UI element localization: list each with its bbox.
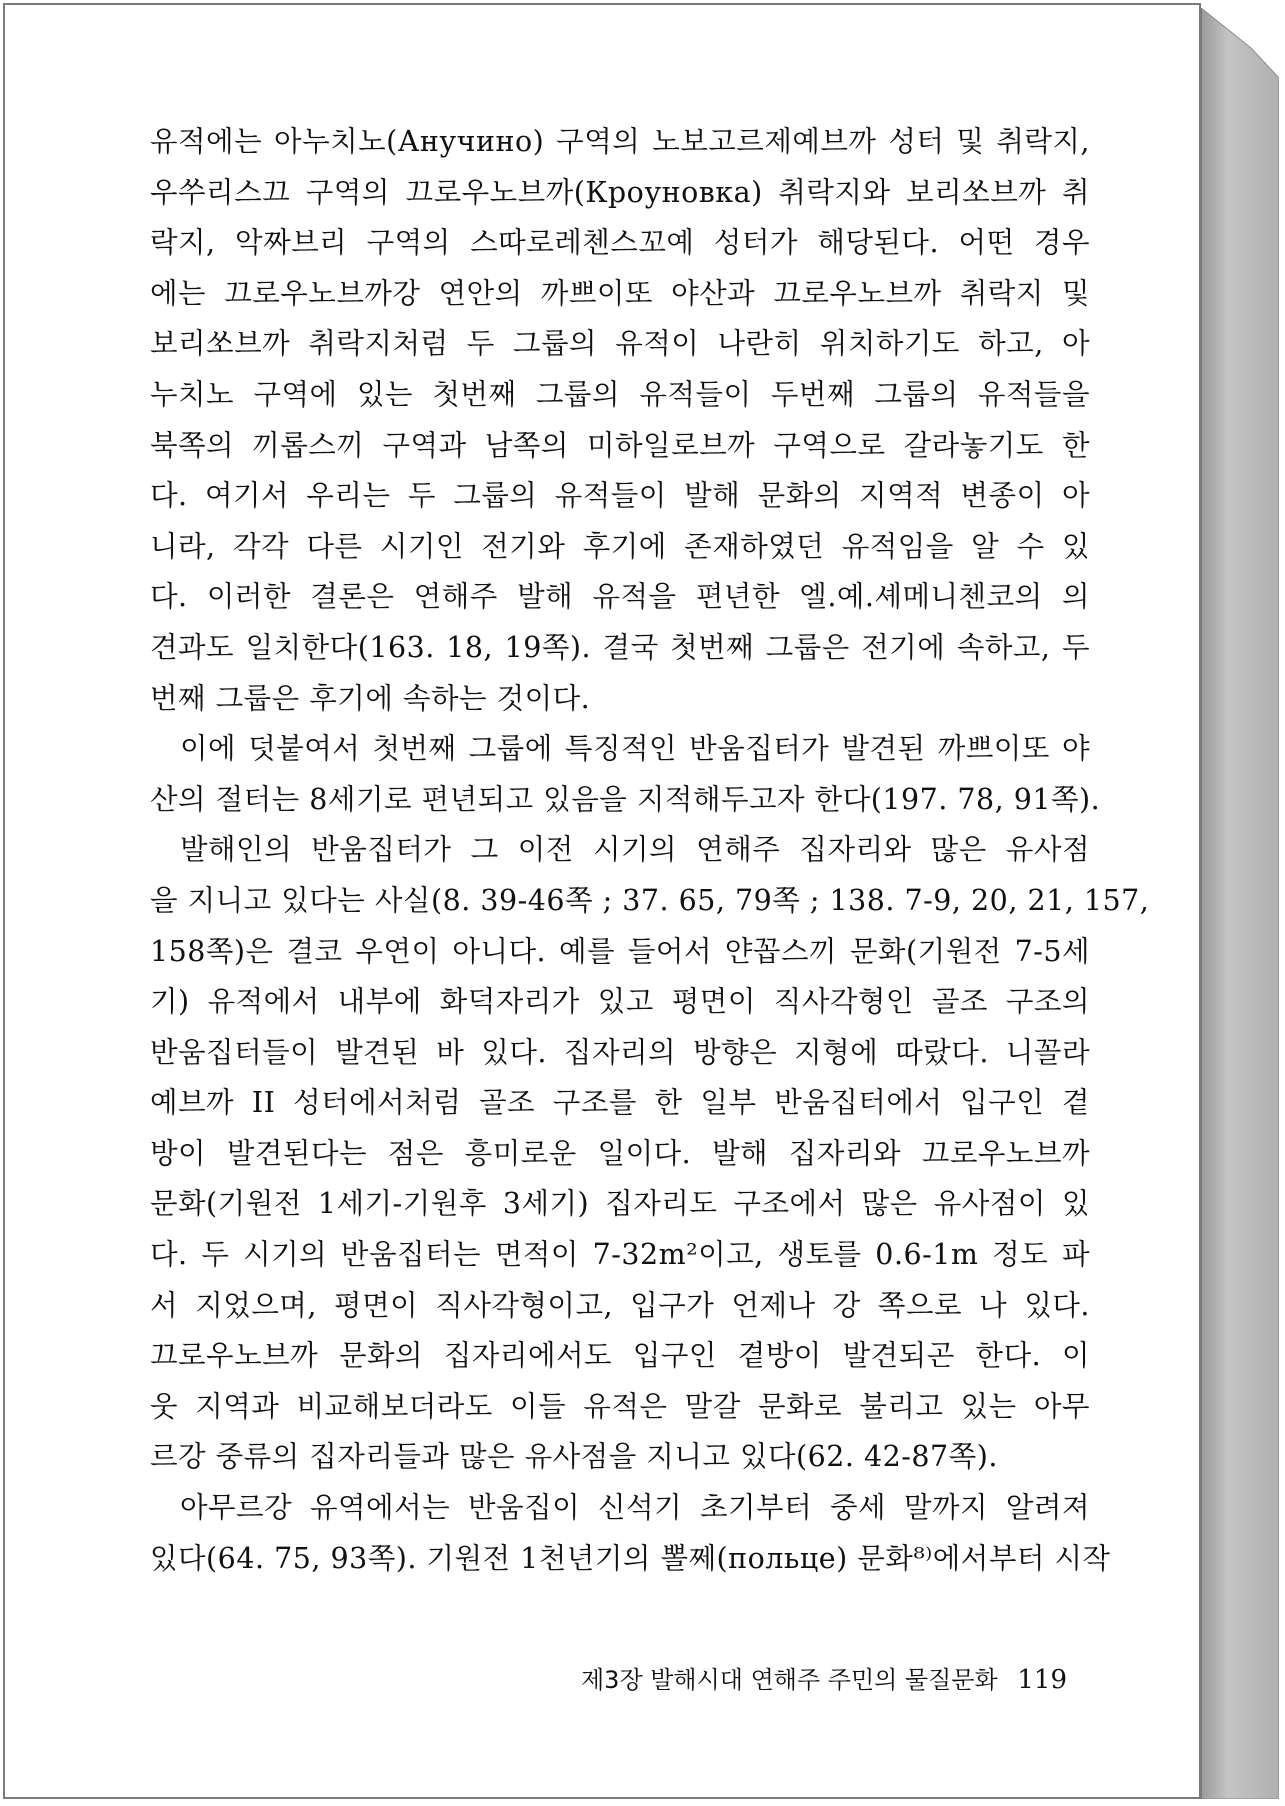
text-line: 끄로우노브까 문화의 집자리에서도 입구인 곁방이 발견되곤 한다. 이	[150, 1339, 1090, 1373]
text-line: 반움집터들이 발견된 바 있다. 집자리의 방향은 지형에 따랐다. 니꼴라	[150, 1035, 1090, 1069]
text-line: 문화(기원전 1세기-기원후 3세기) 집자리도 구조에서 많은 유사점이 있	[150, 1187, 1090, 1221]
text-line: 유적에는 아누치노(Анучино) 구역의 노보고르제예브까 성터 및 취락지,	[150, 125, 1090, 158]
page-stack-edge	[1201, 8, 1279, 1799]
text-line: 158쪽)은 결코 우연이 아니다. 예를 들어서 얀꼽스끼 문화(기원전 7-5세	[150, 934, 1090, 968]
paragraph-3	[150, 825, 1150, 1483]
text-line: 니라, 각각 다른 시기인 전기와 후기에 존재하였던 유적임을 알 수 있	[150, 529, 1090, 563]
text-line: 있다(64. 75, 93쪽). 기원전 1천년기의 뽈쩨(польце) 문화⁸⁾에서부터 시작	[150, 1541, 1111, 1575]
text-line: 예브까 II 성터에서처럼 골조 구조를 한 일부 반움집터에서 입구인 곁	[150, 1086, 1090, 1120]
text-line: 르강 중류의 집자리들과 많은 유사점을 지니고 있다(62. 42-87쪽).	[150, 1440, 998, 1474]
page-sheet	[3, 3, 1201, 1799]
text-line: 보리쏘브까 취락지처럼 두 그룹의 유적이 나란히 위치하기도 하고, 아	[150, 327, 1090, 361]
page-edge-shading	[1201, 8, 1279, 1799]
text-line: 방이 발견된다는 점은 흥미로운 일이다. 발해 집자리와 끄로우노브까	[150, 1136, 1090, 1170]
text-line: 에는 끄로우노브까강 연안의 까쁘이또 야산과 끄로우노브까 취락지 및	[150, 276, 1090, 310]
text-line: 웃 지역과 비교해보더라도 이들 유적은 말갈 문화로 불리고 있는 아무	[150, 1389, 1090, 1423]
text-line: 산의 절터는 8세기로 편년되고 있음을 지적해두고자 한다(197. 78, 91쪽).	[150, 782, 1101, 816]
text-line: 번째 그룹은 후기에 속하는 것이다.	[150, 681, 591, 715]
paragraph-2	[150, 724, 1101, 825]
page-number: 119	[1017, 1665, 1067, 1695]
text-line: 기) 유적에서 내부에 화덕자리가 있고 평면이 직사각형인 골조 구조의	[150, 985, 1090, 1019]
text-line: 다. 여기서 우리는 두 그룹의 유적들이 발해 문화의 지역적 변종이 아	[150, 479, 1090, 513]
text-line: 다. 이러한 결론은 연해주 발해 유적을 편년한 엘.예.셰메니첸코의 의	[150, 580, 1090, 614]
text-line: 북쪽의 끼롭스끼 구역과 남쪽의 미하일로브까 구역으로 갈라놓기도 한	[150, 428, 1090, 462]
text-line: 을 지니고 있다는 사실(8. 39-46쪽 ; 37. 65, 79쪽 ; 138. 7-9, 20, 21, 157,	[150, 883, 1150, 917]
text-line: 락지, 악짜브리 구역의 스따로레첸스꼬예 성터가 해당된다. 어떤 경우	[150, 226, 1090, 260]
text-line: 발해인의 반움집터가 그 이전 시기의 연해주 집자리와 많은 유사점	[180, 833, 1090, 867]
text-line: 이에 덧붙여서 첫번째 그룹에 특징적인 반움집터가 발견된 까쁘이또 야	[180, 732, 1090, 766]
text-line: 누치노 구역에 있는 첫번째 그룹의 유적들이 두번째 그룹의 유적들을	[150, 377, 1090, 411]
chapter-title: 제3장 발해시대 연해주 주민의 물질문화	[580, 1666, 998, 1694]
text-line: 우쑤리스끄 구역의 끄로우노브까(Кроуновка) 취락지와 보리쏘브까 취	[150, 175, 1090, 209]
paragraph-1	[150, 117, 1090, 724]
text-line: 다. 두 시기의 반움집터는 면적이 7-32m²이고, 생토를 0.6-1m 정도 파	[150, 1238, 1090, 1272]
text-line: 아무르강 유역에서는 반움집이 신석기 초기부터 중세 말까지 알려져	[180, 1491, 1090, 1525]
body-text	[150, 117, 1150, 1584]
text-line: 서 지었으며, 평면이 직사각형이고, 입구가 언제나 강 쪽으로 나 있다.	[150, 1288, 1090, 1322]
text-line: 견과도 일치한다(163. 18, 19쪽). 결국 첫번째 그룹은 전기에 속하고, 두	[150, 630, 1090, 664]
paragraph-4	[150, 1483, 1111, 1584]
running-footer	[565, 1663, 1067, 1697]
